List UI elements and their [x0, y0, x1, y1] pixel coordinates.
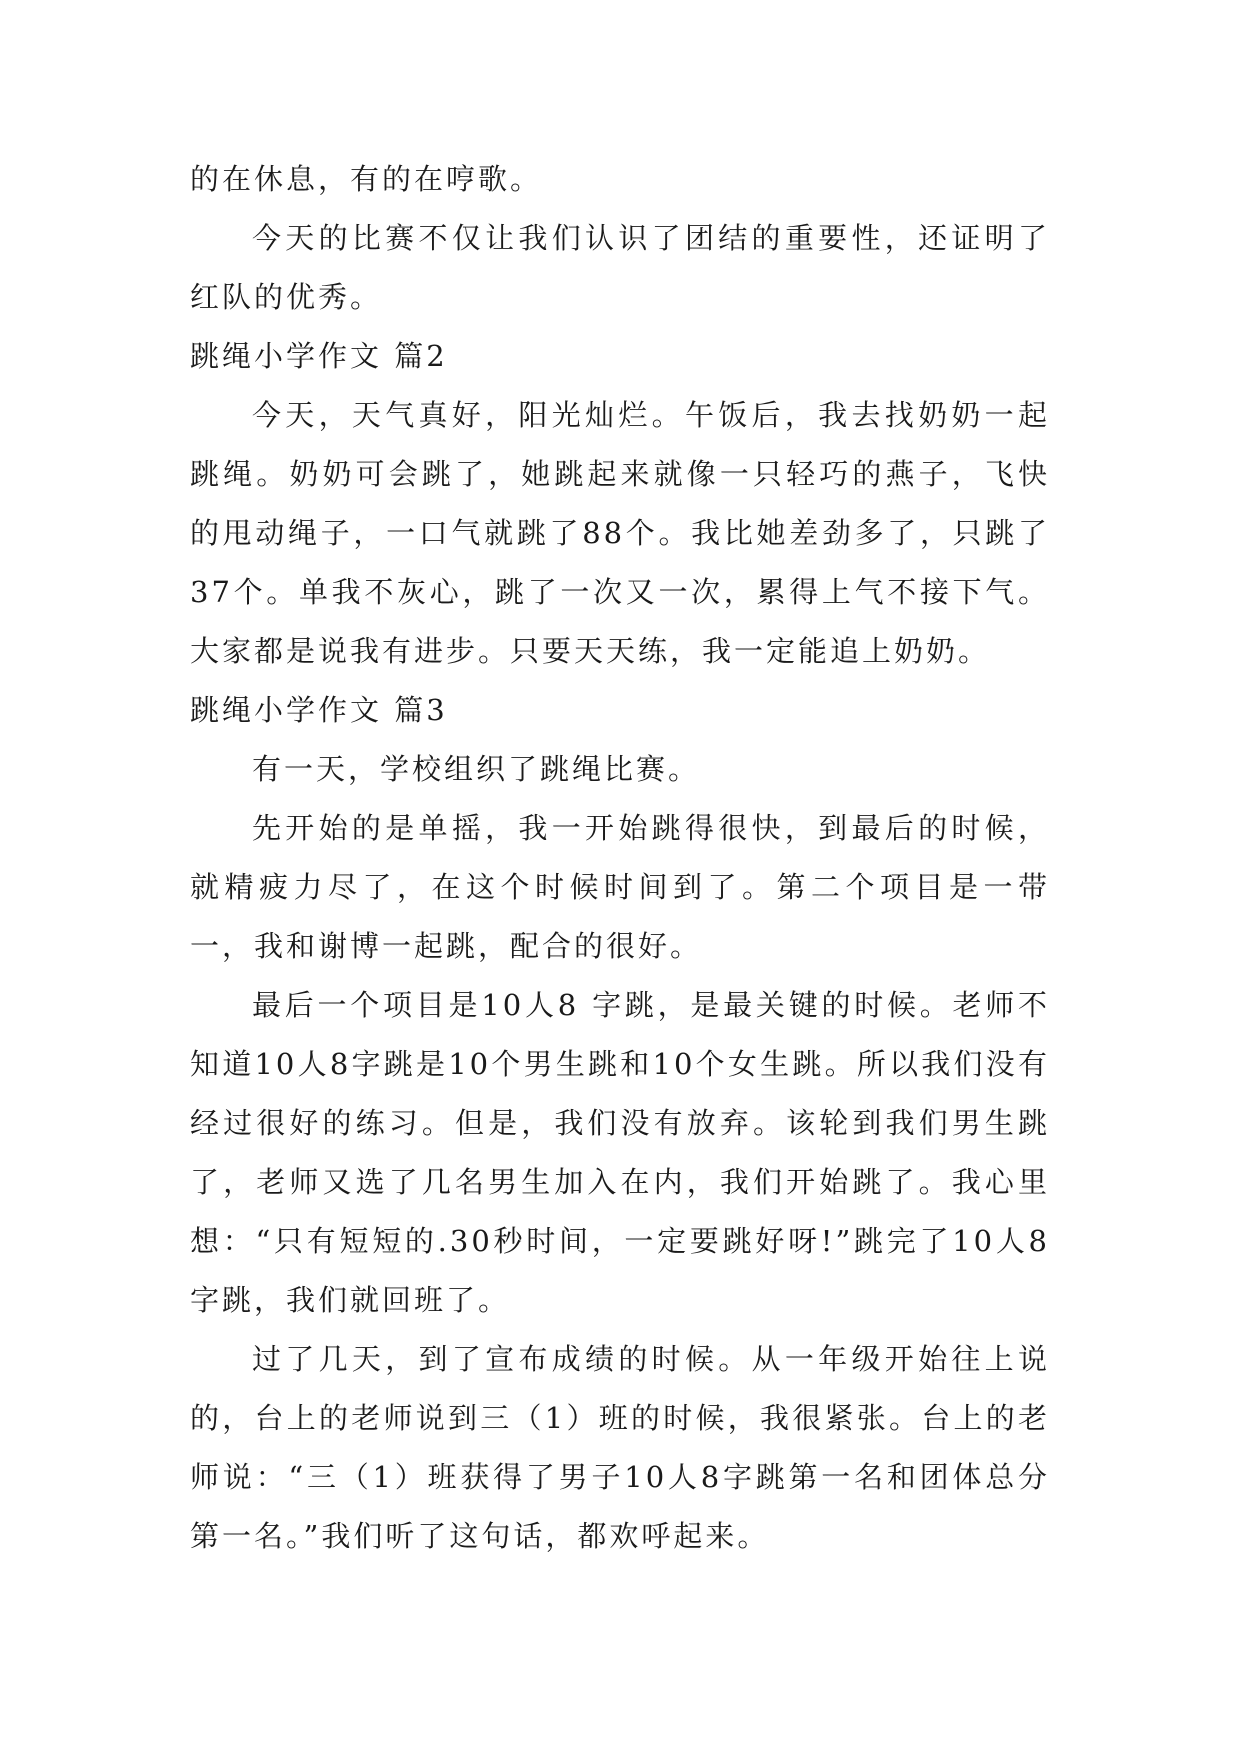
paragraph-3-4: 过了几天，到了宣布成绩的时候。从一年级开始往上说的，台上的老师说到三（1）班的时候，我很紧张。台上的老师说：“三（1）班获得了男子10人8字跳第一名和团体总分第一名。”我们听了这句话，都欢呼起来。 — [190, 1342, 1050, 1553]
paragraph-2-1: 今天，天气真好，阳光灿烂。午饭后，我去找奶奶一起跳绳。奶奶可会跳了，她跳起来就像一只轻巧的燕子，飞快的甩动绳子，一口气就跳了88个。我比她差劲多了，只跳了37个。单我不灰心，跳了一次又一次，累得上气不接下气。大家都是说我有进步。只要天天练，我一定能追上奶奶。 — [190, 398, 1050, 668]
paragraph-3-2: 先开始的是单摇，我一开始跳得很快，到最后的时候，就精疲力尽了，在这个时候时间到了。第二个项目是一带一，我和谢博一起跳，配合的很好。 — [190, 811, 1050, 963]
paragraph-3-1: 有一天，学校组织了跳绳比赛。 — [252, 752, 701, 786]
section-heading-3: 跳绳小学作文 篇3 — [190, 693, 448, 727]
paragraph-3-3: 最后一个项目是10人8 字跳，是最关键的时候。老师不知道10人8字跳是10个男生跳和10个女生跳。所以我们没有经过很好的练习。但是，我们没有放弃。该轮到我们男生跳了，老师又选了几名男生加入在内，我们开始跳了。我心里想：“只有短短的.30秒时间，一定要跳好呀!”跳完了10人8字跳，我们就回班了。 — [190, 988, 1050, 1317]
paragraph-continuation: 的在休息，有的在哼歌。 — [190, 162, 543, 196]
document-page — [190, 150, 1050, 1566]
section-heading-2: 跳绳小学作文 篇2 — [190, 339, 448, 373]
paragraph-conclusion: 今天的比赛不仅让我们认识了团结的重要性，还证明了红队的优秀。 — [190, 221, 1050, 314]
